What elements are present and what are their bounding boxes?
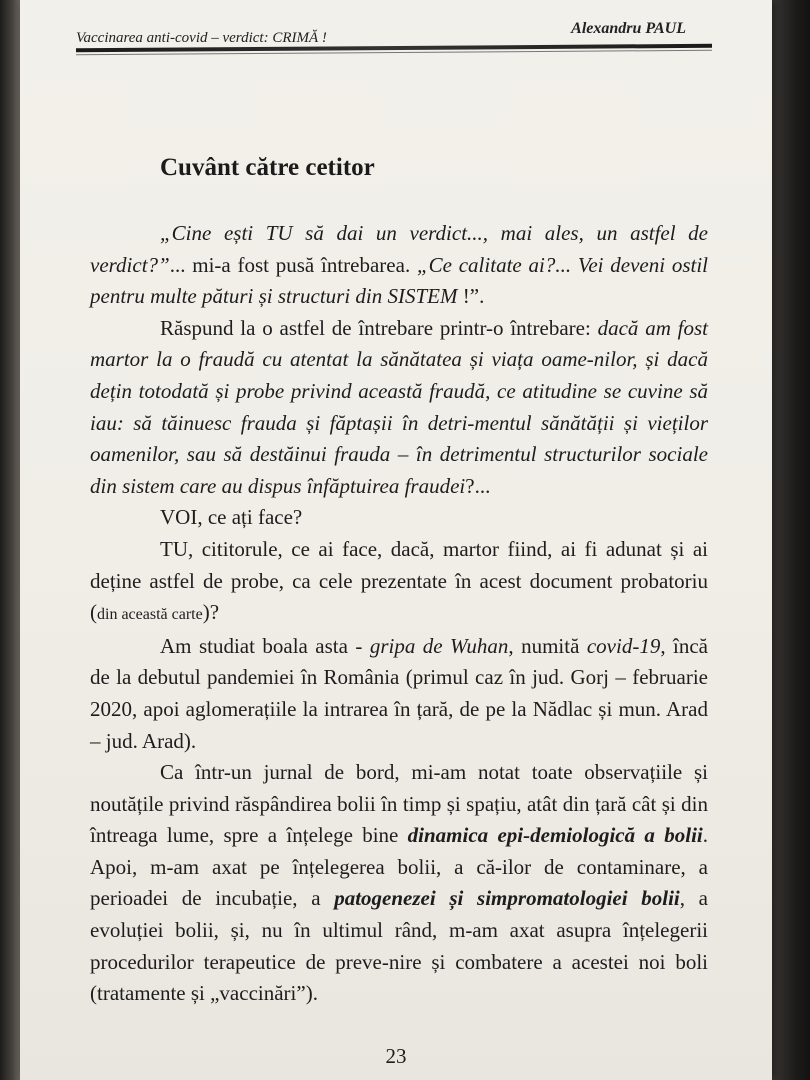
running-header-title: Vaccinarea anti-covid – verdict: CRIMĂ ! xyxy=(76,30,327,46)
text: ?... xyxy=(465,473,491,498)
italic-question: dacă am fost martor la o fraudă cu atentat la sănătatea și viața oame-nilor, și dacă dețin totodată și probe privind această fraudă, ce atitudine se cuvine să iau: să tăinuesc frauda și făptașii în detri-mentul sănătății și vieților oamenilor, sau să destăinui frauda – în detrimentul structurilor sociale din sistem care au dispus înfăptuirea fraudei xyxy=(90,315,709,498)
text: TU, cititorule, ce ai face, dacă, martor fiind, ai fi adunat și ai deține astfel de probe, ca cele prezentate în acest document probatoriu ( xyxy=(90,536,708,625)
text: . Apoi, m-am axat pe înțelegerea bolii, a că-ilor de contaminare, a perioadei de incubație, a xyxy=(90,823,708,911)
quote-question: „Cine ești TU să dai un verdict..., mai ales, un astfel de verdict?” xyxy=(90,221,708,277)
bold-italic-term: patogenezei și simpromatologiei bolii xyxy=(334,886,680,911)
paragraph-1 xyxy=(90,218,708,313)
small-text: din această carte xyxy=(97,606,203,624)
running-header-author: Alexandru PAUL xyxy=(571,20,686,37)
paragraph-6 xyxy=(90,757,708,1010)
book-page xyxy=(20,0,772,1080)
italic-term: covid-19 xyxy=(586,633,661,658)
italic-term: gripa de Wuhan xyxy=(369,633,509,658)
paragraph-3: VOI, ce ați face? xyxy=(160,505,303,530)
text: Răspund la o astfel de întrebare printr-o întrebare: xyxy=(160,315,598,340)
bold-italic-term: dinamica epi-demiologică a bolii xyxy=(407,823,703,848)
text: Ca într-un jurnal de bord, mi-am notat toate observațiile și noutățile privind răspândirea bolii în timp și spațiu, atât din țară cât și din întreaga lume, spre a înțelege bine xyxy=(90,760,708,848)
quote-question: „Ce calitate ai?... Vei deveni ostil pentru multe pături și structuri din SISTEM xyxy=(90,252,708,309)
paragraph-2 xyxy=(90,313,708,503)
dark-background-right xyxy=(772,0,810,1080)
paragraph-4 xyxy=(90,534,708,631)
text: )? xyxy=(202,600,220,625)
text: , a evoluției bolii, și, nu în ultimul rând, m-am axat asupra înțelegerii procedurilor terapeutice de preve-nire și combatere a acestei noi boli (tratamente și „vaccinări”). xyxy=(90,886,709,1006)
text: , încă de la debutul pandemiei în România (primul caz în jud. Gorj – februarie 2020, apoi aglomerațiile la intrarea în țară, de pe la Nădlac și mun. Arad – jud. Arad). xyxy=(90,633,708,753)
book-left-edge xyxy=(0,0,22,1080)
text: ... mi-a fost pusă întrebarea. xyxy=(169,252,417,277)
page-number: 23 xyxy=(385,1044,407,1068)
paragraph-5 xyxy=(90,631,708,757)
body-text xyxy=(90,218,708,1010)
text: Am studiat boala asta - xyxy=(160,633,370,658)
chapter-title: Cuvânt către cetitor xyxy=(160,154,375,181)
text: !”. xyxy=(457,284,485,309)
text: , numită xyxy=(508,633,587,658)
